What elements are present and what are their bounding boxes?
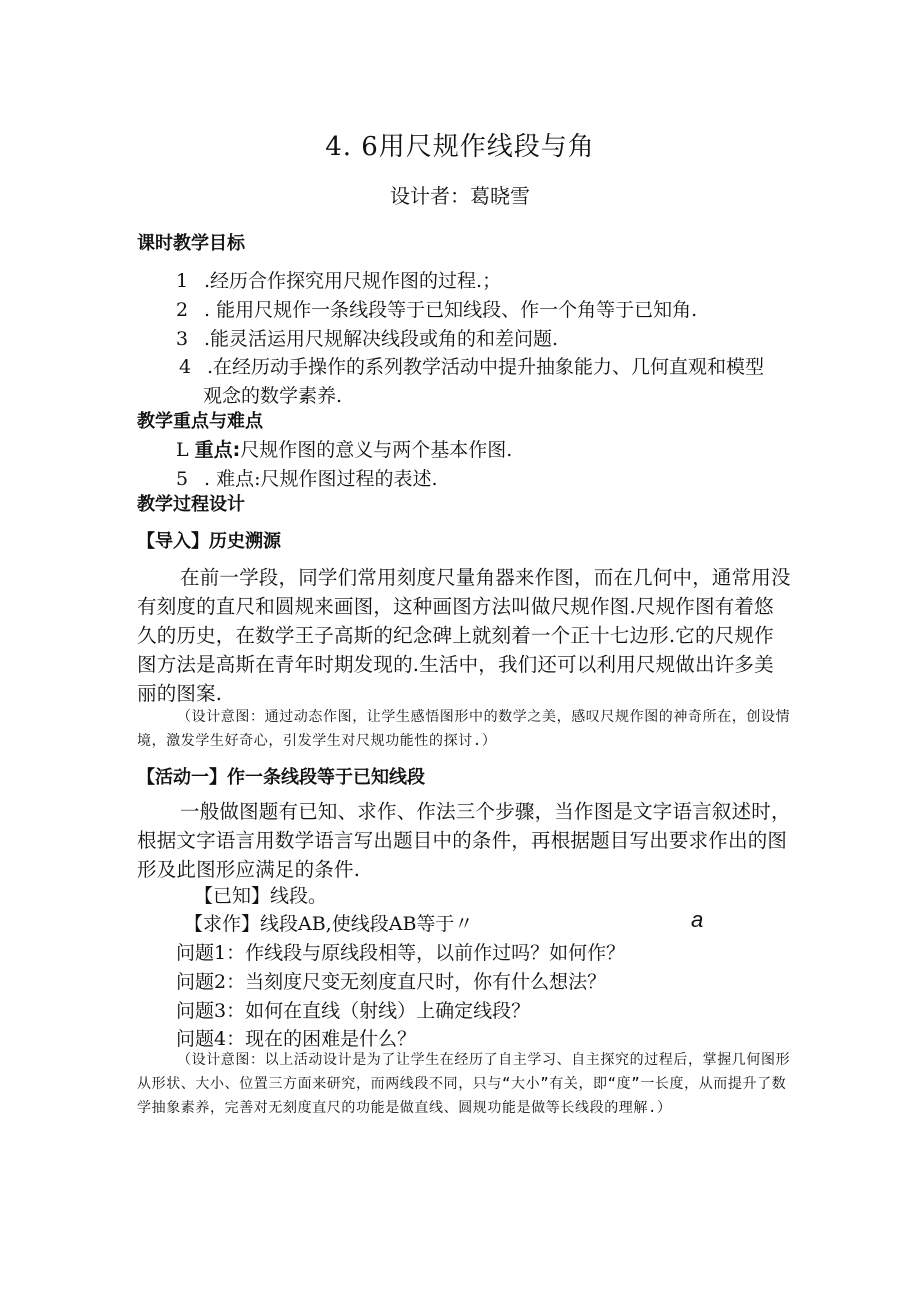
objective-text: .能灵活运用尺规解决线段或角的和差问题.	[204, 328, 559, 350]
objective-item-1	[176, 266, 501, 293]
known-line: 【已知】线段。	[194, 885, 328, 907]
question-3: 问题3：如何在直线（射线）上确定线段？	[176, 1000, 531, 1022]
segment-a-label: a	[691, 907, 704, 932]
objectives-heading: 课时教学目标	[137, 233, 245, 254]
objective-item-4	[179, 352, 764, 379]
keypoint-item-2	[176, 464, 438, 491]
activity1-design-note: （设计意图：以上活动设计是为了让学生在经历了自主学习、自主探究的过程后，掌握几何图形从形状、大小、位置三方面来研究，而两线段不同，只与“大小”有关，即“度”一长度，从而提升了数学抽象素养，完善对无刻度直尺的功能是做直线、圆规功能是做等长线段的理解.）	[137, 1052, 791, 1116]
question-4: 问题4：现在的困难是什么？	[176, 1028, 417, 1050]
objective-text: .在经历动手操作的系列教学活动中提升抽象能力、几何直观和模型	[207, 356, 765, 378]
objective-item-2	[176, 295, 697, 322]
keypoint-text: . 难点:尺规作图过程的表述.	[204, 468, 438, 490]
keypoint-item-1	[176, 435, 512, 462]
keypoint-prefix: L	[176, 439, 189, 461]
objective-number: 1	[176, 270, 189, 292]
author-line: 设计者：葛晓雪	[390, 184, 530, 208]
intro-paragraph: 在前一学段，同学们常用刻度尺量角器来作图，而在几何中，通常用没有刻度的直尺和圆规来画图，这种画图方法叫做尺规作图.尺规作图有着悠久的历史，在数学王子高斯的纪念碑上就刻着一个正十七边形.它的尺规作图方法是高斯在青年时期发现的.生活中，我们还可以利用尺规做出许多美丽的图案.	[137, 566, 791, 705]
activity1-paragraph: 一般做图题有已知、求作、作法三个步骤，当作图是文字语言叙述时，根据文字语言用数学语言写出题目中的条件，再根据题目写出要求作出的图形及此图形应满足的条件.	[137, 800, 791, 881]
intro-design-note: （设计意图：通过动态作图，让学生感悟图形中的数学之美，感叹尺规作图的神奇所在，创设情境，激发学生好奇心，引发学生对尺规功能性的探讨.）	[137, 709, 791, 749]
objective-number: 3	[176, 328, 189, 350]
objective-item-4-cont: 观念的数学素养.	[203, 385, 343, 407]
keypoint-number: 5	[176, 468, 189, 490]
intro-heading: 【导入】历史溯源	[137, 531, 281, 552]
keypoints-heading: 教学重点与难点	[137, 411, 263, 432]
question-2: 问题2：当刻度尺变无刻度直尺时，你有什么想法？	[176, 971, 607, 993]
objective-number: 2	[176, 299, 189, 321]
process-heading: 教学过程设计	[137, 494, 245, 515]
objective-number: 4	[179, 356, 192, 378]
keypoint-label: 重点:	[194, 439, 241, 461]
objective-text: . 能用尺规作一条线段等于已知线段、作一个角等于已知角.	[204, 299, 698, 321]
construct-line: 【求作】线段AB,使线段AB等于〃	[184, 913, 474, 935]
keypoint-text: 尺规作图的意义与两个基本作图.	[240, 439, 513, 461]
page-title: 4. 6用尺规作线段与角	[325, 132, 595, 162]
activity1-heading: 【活动一】作一条线段等于已知线段	[137, 767, 425, 788]
objective-text: .经历合作探究用尺规作图的过程.；	[204, 270, 502, 292]
question-1: 问题1：作线段与原线段相等，以前作过吗？如何作？	[176, 942, 626, 964]
objective-item-3	[176, 324, 558, 351]
